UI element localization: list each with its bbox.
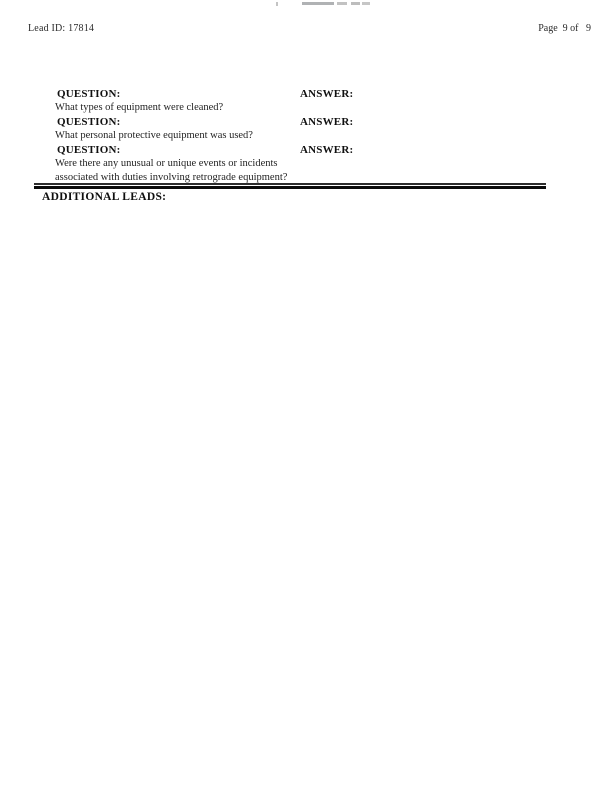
scan-artifact-dash (302, 2, 334, 5)
lead-id-label: Lead ID: 17814 (28, 23, 95, 34)
qa-row (55, 115, 555, 143)
answer-label: ANSWER: (300, 116, 354, 128)
additional-leads-heading: ADDITIONAL LEADS: (42, 191, 167, 203)
divider-thick-line (34, 186, 546, 189)
answer-label: ANSWER: (300, 144, 354, 156)
section-divider-rule (34, 183, 546, 189)
page-number-indicator: Page 9 of 9 (538, 23, 591, 34)
scan-artifact-dash (337, 2, 347, 5)
question-label: QUESTION: (57, 116, 121, 128)
scan-artifact-dash (276, 2, 278, 6)
question-text: Were there any unusual or unique events or incidents associated with duties involving retrograde equipment? (55, 158, 288, 183)
question-text: What types of equipment were cleaned? (55, 102, 224, 113)
question-label: QUESTION: (57, 144, 121, 156)
answer-label: ANSWER: (300, 88, 354, 100)
question-answer-section (55, 87, 555, 185)
qa-row (55, 143, 555, 185)
question-text: What personal protective equipment was used? (55, 130, 253, 141)
scan-artifact-dash (362, 2, 370, 5)
question-label: QUESTION: (57, 88, 121, 100)
qa-row (55, 87, 555, 115)
scan-artifact-dash (351, 2, 360, 5)
